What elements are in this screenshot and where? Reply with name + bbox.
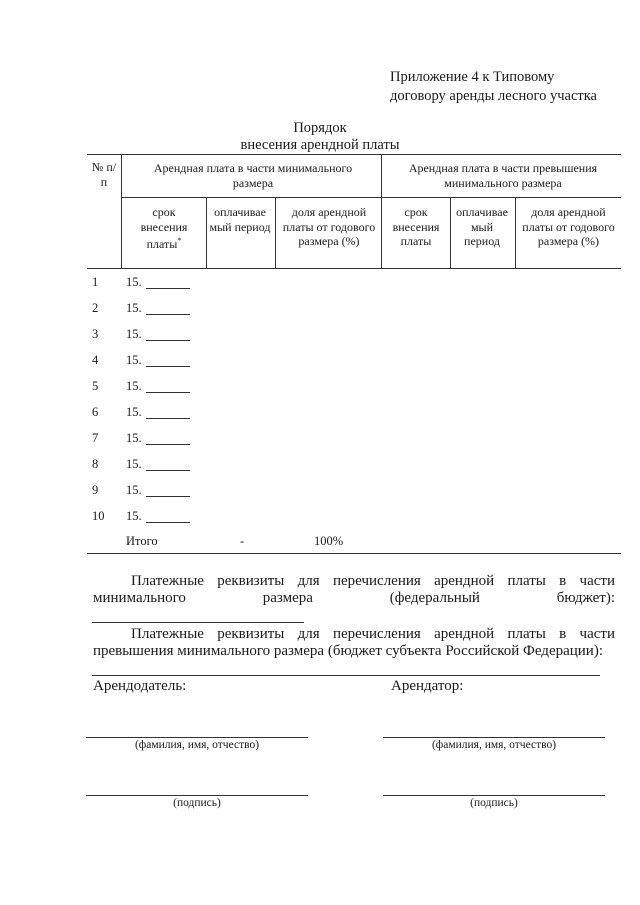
date-blank-line: [146, 392, 190, 393]
row-number: 2: [92, 301, 99, 315]
row-date: 15.: [126, 379, 142, 393]
header-term-min: [131, 205, 197, 252]
row-date: 15.: [126, 301, 142, 315]
header-group-excess: Арендная плата в части превышения минимального размера: [408, 161, 598, 190]
date-blank-line: [146, 496, 190, 497]
lessee-name-line: [383, 737, 605, 738]
table-top-border: [87, 154, 621, 155]
payment-details-minimal-line-1: Платежные реквизиты для перечисления арендной платы в части: [131, 573, 615, 589]
table-divider: [275, 197, 276, 268]
lessor-name-line: [86, 737, 308, 738]
header-term-excess: срок внесения платы: [392, 205, 440, 248]
payment-details-excess: [93, 626, 615, 660]
lessee-signature-caption: (подпись): [470, 797, 518, 809]
document-subtitle: внесения арендной платы: [240, 137, 400, 153]
row-date: 15.: [126, 327, 142, 341]
header-share-min: доля арендной платы от годового размера (%): [282, 205, 376, 248]
row-number: 8: [92, 457, 99, 471]
header-share-excess: доля арендной платы от годового размера (%): [522, 205, 615, 248]
row-date: 15.: [126, 405, 142, 419]
table-divider: [206, 197, 207, 268]
date-blank-line: [146, 288, 190, 289]
table-divider: [515, 197, 516, 268]
date-blank-line: [146, 444, 190, 445]
row-number: 5: [92, 379, 99, 393]
payment-details-minimal-line-2: минимального размера (федеральный бюджет):: [93, 590, 615, 606]
date-blank-line: [146, 522, 190, 523]
lessee-signature-line: [383, 795, 605, 796]
row-number: 1: [92, 275, 99, 289]
lessor-label: Арендодатель:: [93, 678, 187, 694]
payment-details-excess-line-1: Платежные реквизиты для перечисления арендной платы в части: [131, 626, 615, 642]
row-number: 10: [92, 509, 105, 523]
row-number: 3: [92, 327, 99, 341]
total-share: 100%: [314, 534, 344, 548]
table-divider: [381, 154, 382, 268]
row-date: 15.: [126, 275, 142, 289]
appendix-header: [390, 68, 597, 106]
header-period-min: оплачивае мый период: [209, 205, 271, 234]
document-title: Порядок: [293, 120, 347, 136]
total-label: Итого: [126, 534, 158, 548]
payment-details-excess-line-2: превышения минимального размера (бюджет субъекта Российской Федерации):: [93, 643, 603, 659]
row-date: 15.: [126, 483, 142, 497]
lessor-signature-line: [86, 795, 308, 796]
header-term-min-text: срок внесения платы: [140, 205, 188, 251]
table-divider: [450, 197, 451, 268]
date-blank-line: [146, 314, 190, 315]
date-blank-line: [146, 366, 190, 367]
row-number: 4: [92, 353, 99, 367]
row-date: 15.: [126, 353, 142, 367]
date-blank-line: [146, 470, 190, 471]
row-date: 15.: [126, 509, 142, 523]
lessor-signature-caption: (подпись): [173, 797, 221, 809]
date-blank-line: [146, 418, 190, 419]
header-row-number: № п/п: [91, 160, 117, 189]
lessor-name-caption: (фамилия, имя, отчество): [134, 739, 260, 751]
appendix-line-2: договору аренды лесного участка: [390, 88, 597, 104]
table-divider: [121, 154, 122, 268]
header-group-minimal: Арендная плата в части минимального размера: [153, 161, 353, 190]
total-period: -: [240, 534, 245, 548]
row-number: 7: [92, 431, 99, 445]
payment-details-minimal: [93, 573, 615, 607]
header-period-excess: оплачивае мый период: [456, 205, 508, 248]
lessee-name-caption: (фамилия, имя, отчество): [431, 739, 557, 751]
date-blank-line: [146, 340, 190, 341]
appendix-line-1: Приложение 4 к Типовому: [390, 69, 555, 85]
table-subheader-border: [121, 197, 621, 198]
payment-details-excess-blank: [92, 675, 600, 676]
row-date: 15.: [126, 431, 142, 445]
row-number: 6: [92, 405, 99, 419]
footnote-mark: *: [177, 236, 182, 245]
payment-details-minimal-blank: [92, 622, 304, 623]
table-header-bottom-border: [87, 268, 621, 269]
row-date: 15.: [126, 457, 142, 471]
row-number: 9: [92, 483, 99, 497]
table-bottom-border: [87, 553, 621, 554]
lessee-label: Арендатор:: [391, 678, 464, 694]
